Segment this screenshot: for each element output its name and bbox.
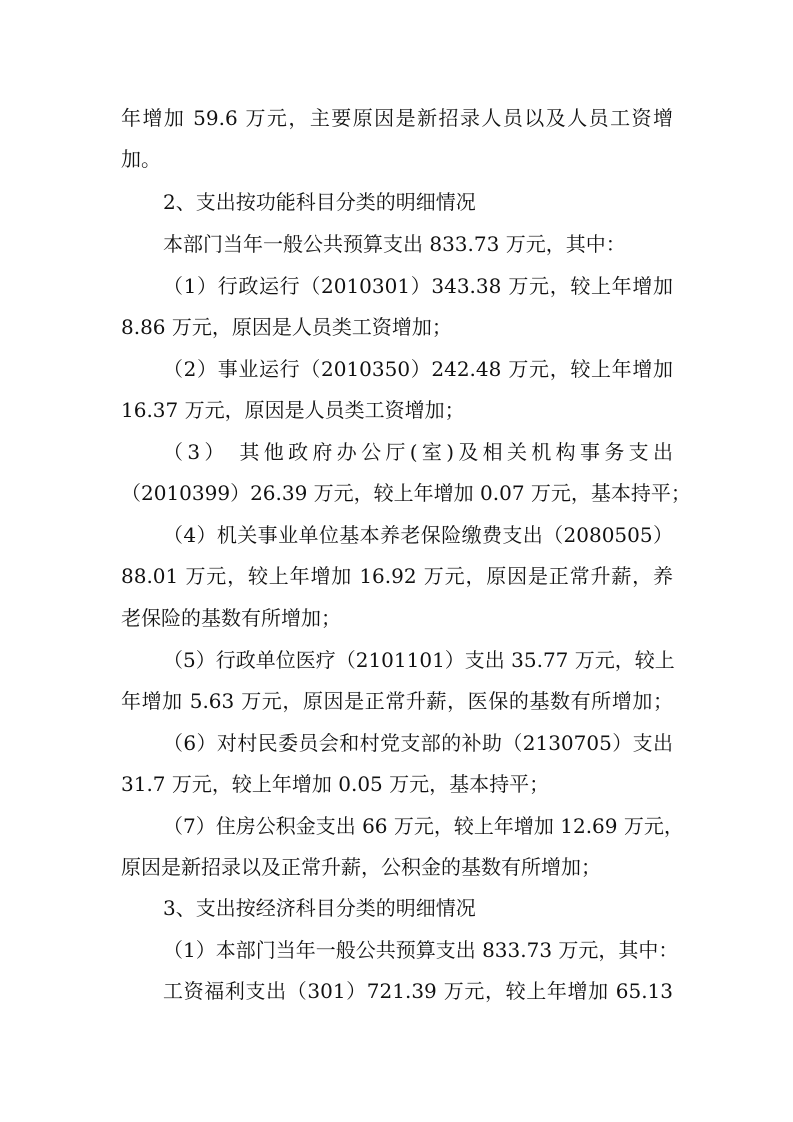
list-item-continuation: 8.86 万元，原因是人员类工资增加；: [121, 315, 452, 339]
list-item-continuation: 原因是新招录以及正常升薪，公积金的基数有所增加；: [121, 855, 601, 879]
list-item: （6）对村民委员会和村党支部的补助（2130705）支出: [163, 731, 673, 755]
list-item: （1）本部门当年一般公共预算支出 833.73 万元，其中：: [163, 938, 679, 962]
section-heading: 3、支出按经济科目分类的明细情况: [163, 896, 476, 920]
list-item: （2）事业运行（2010350）242.48 万元，较上年增加: [163, 357, 673, 381]
list-item: （1）行政运行（2010301）343.38 万元，较上年增加: [163, 274, 673, 298]
list-item-continuation: 老保险的基数有所增加；: [121, 606, 341, 630]
paragraph-line: 加。: [121, 147, 161, 171]
paragraph-line: 工资福利支出（301）721.39 万元，较上年增加 65.13: [163, 979, 673, 1003]
list-item: （7）住房公积金支出 66 万元，较上年增加 12.69 万元，: [163, 814, 684, 838]
list-item-continuation: 88.01 万元，较上年增加 16.92 万元，原因是正常升薪，养: [121, 564, 673, 588]
list-item: （4）机关事业单位基本养老保险缴费支出（2080505）: [163, 523, 673, 547]
list-item: （5）行政单位医疗（2101101）支出 35.77 万元，较上: [163, 648, 675, 672]
list-item-continuation: 年增加 5.63 万元，原因是正常升薪，医保的基数有所增加；: [121, 689, 673, 713]
section-heading: 2、支出按功能科目分类的明细情况: [163, 190, 476, 214]
paragraph-line: 年增加 59.6 万元，主要原因是新招录人员以及人员工资增: [121, 106, 673, 130]
list-item-continuation: 16.37 万元，原因是人员类工资增加；: [121, 398, 465, 422]
list-item-continuation: 31.7 万元，较上年增加 0.05 万元，基本持平；: [121, 772, 550, 796]
list-item-continuation: （2010399）26.39 万元，较上年增加 0.07 万元，基本持平；: [121, 481, 691, 505]
list-item: （3） 其他政府办公厅(室)及相关机构事务支出: [163, 440, 673, 464]
paragraph-line: 本部门当年一般公共预算支出 833.73 万元，其中：: [163, 232, 626, 256]
